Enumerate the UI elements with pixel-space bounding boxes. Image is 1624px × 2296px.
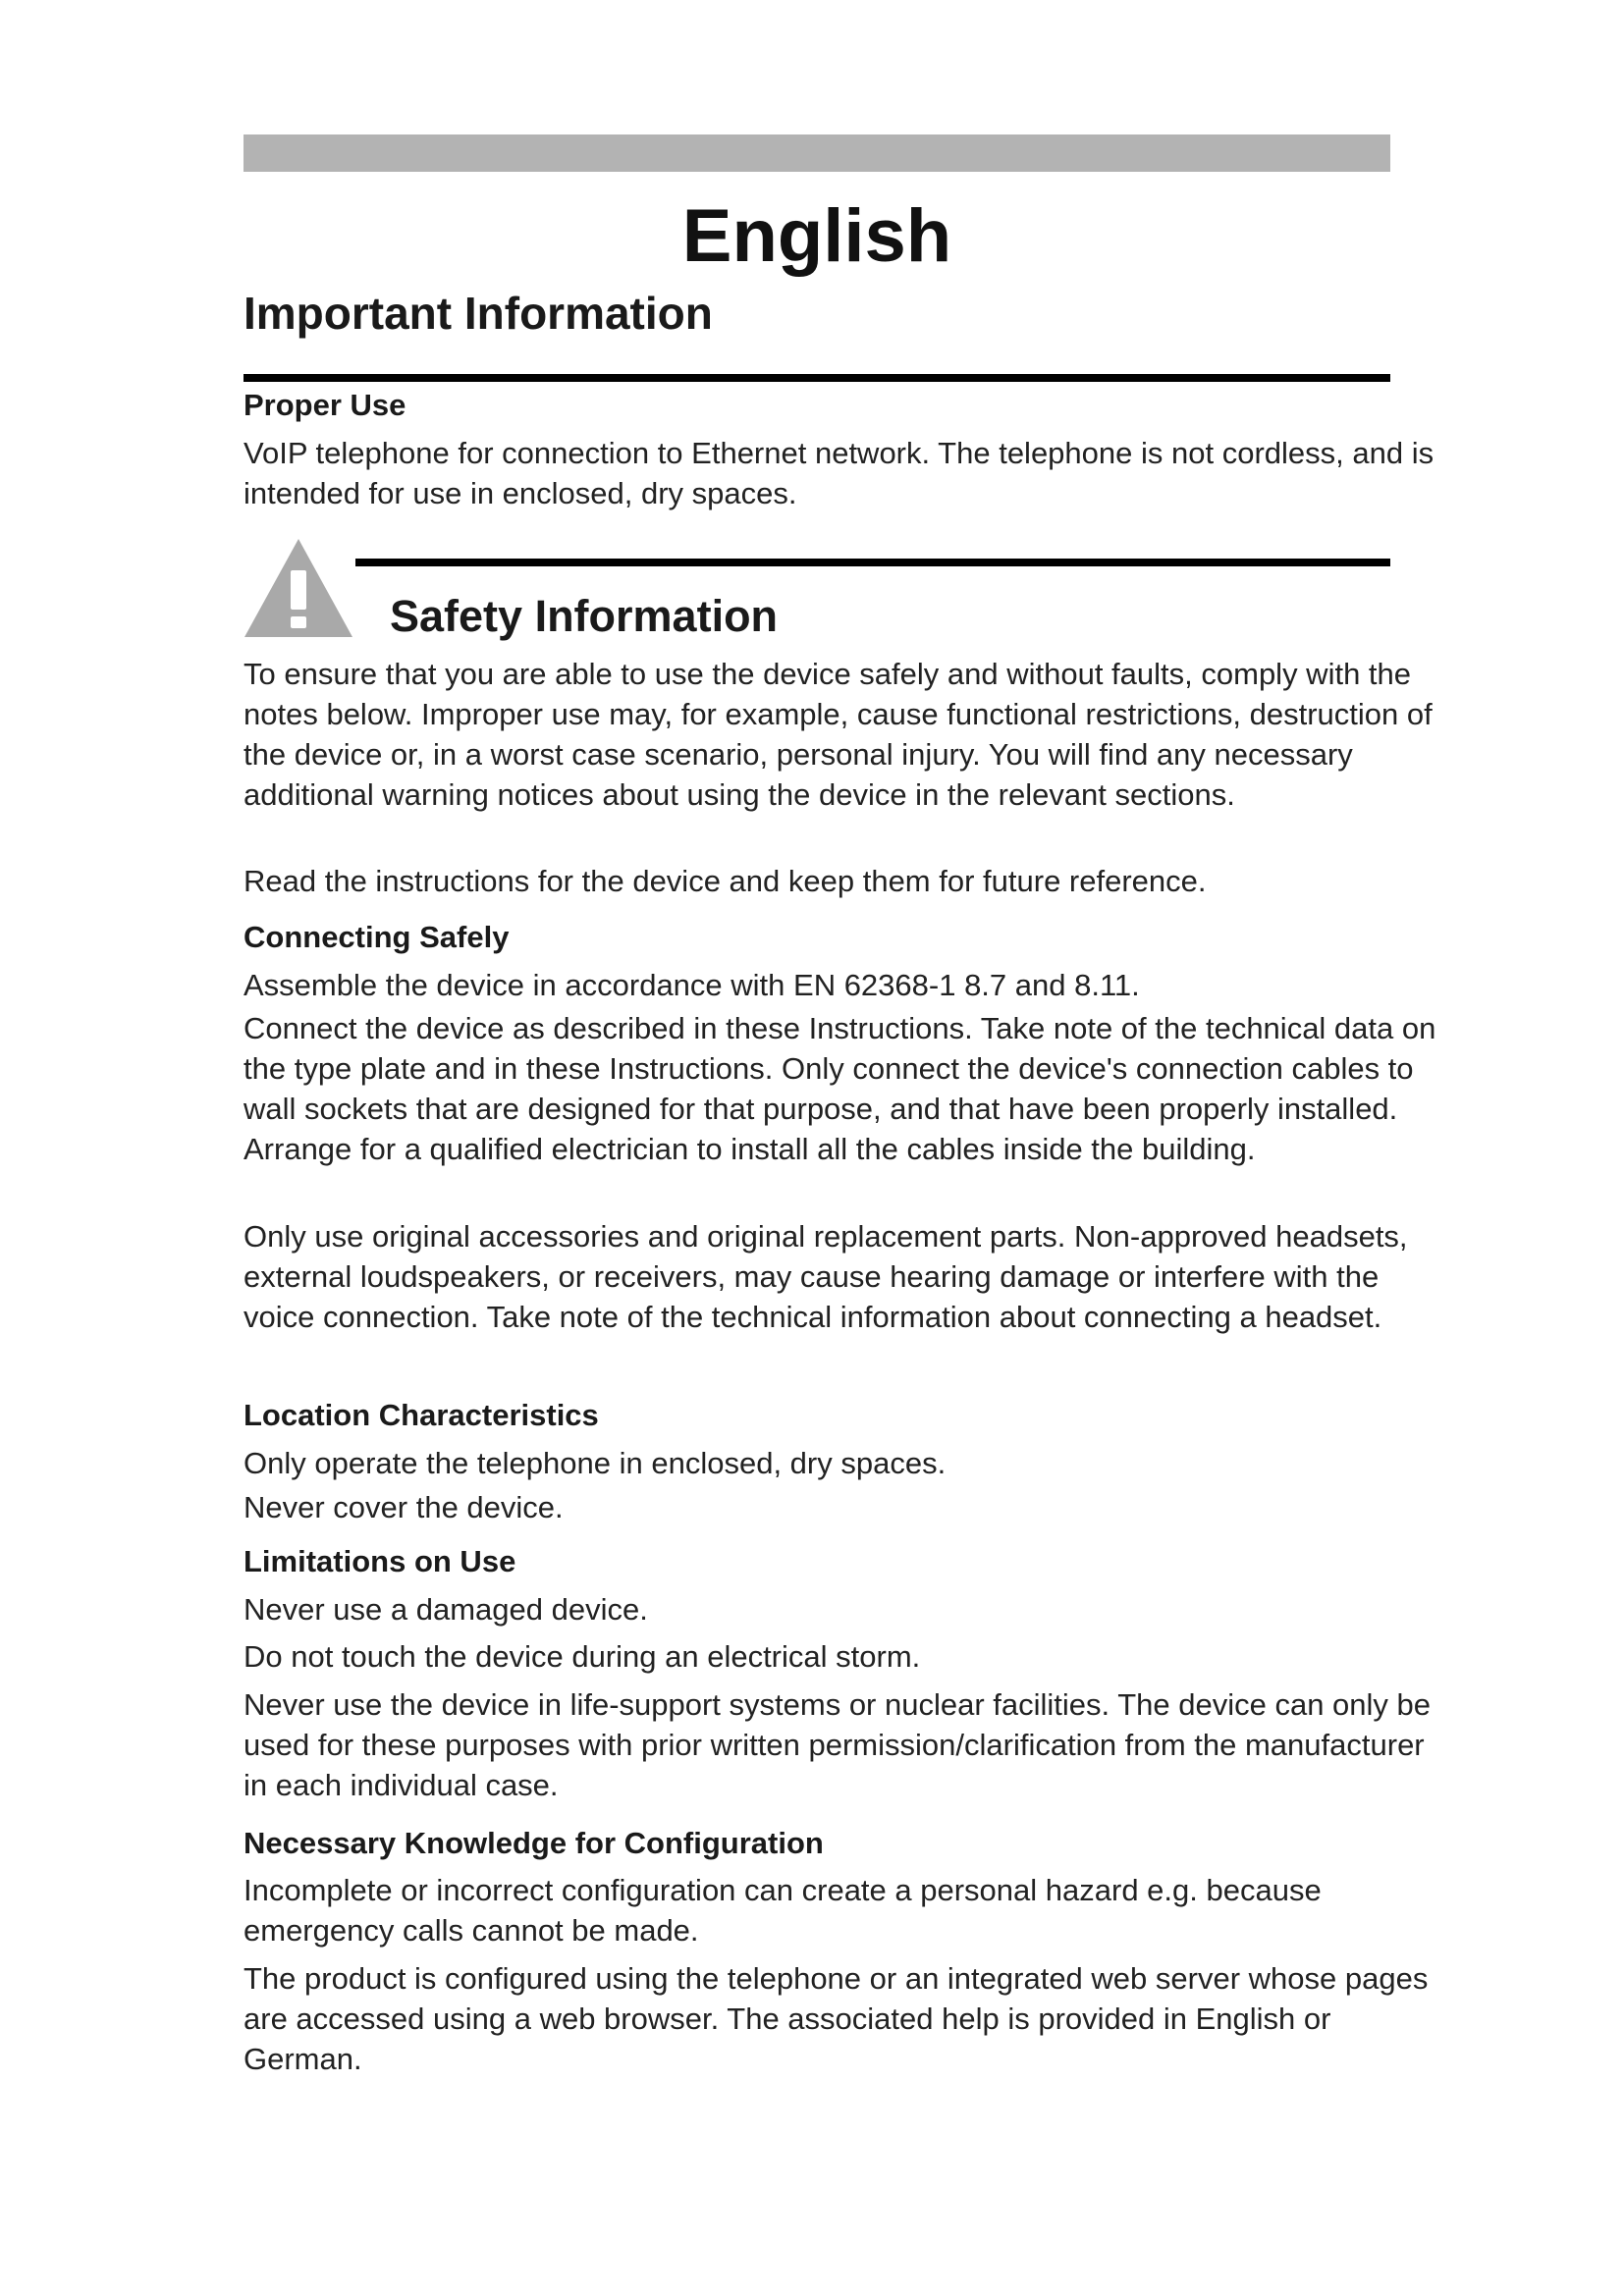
location-p2: Never cover the device. — [244, 1490, 564, 1524]
limitations-p3: Never use the device in life-support systems or nuclear facilities. The device can only be used for these purposes with prior written permission/clarification from the manufacturer in each individual case. — [244, 1687, 1432, 1802]
connecting-p1: Assemble the device in accordance with EN 62368-1 8.7 and 8.11. — [244, 968, 1140, 1002]
knowledge-heading: Necessary Knowledge for Configuration — [244, 1826, 824, 1860]
language-title: English — [681, 194, 952, 278]
connecting-safely-heading: Connecting Safely — [244, 920, 510, 954]
warning-triangle-icon — [241, 535, 356, 641]
safety-rule — [355, 559, 1390, 566]
heading-rule — [244, 374, 1390, 382]
location-heading: Location Characteristics — [244, 1398, 599, 1432]
connecting-p3: Only use original accessories and original replacement parts. Non-approved headsets, external loudspeakers, or receivers, may cause hearing damage or interfere with the voice connection. Take note of the technical information about connecting a headset. — [244, 1219, 1408, 1334]
limitations-heading: Limitations on Use — [244, 1544, 516, 1578]
location-p1: Only operate the telephone in enclosed, dry spaces. — [244, 1446, 947, 1480]
knowledge-p2: The product is configured using the telephone or an integrated web server whose pages are accessed using a web browser. The associated help is provided in English or German. — [244, 1961, 1429, 2076]
safety-heading: Safety Information — [390, 591, 779, 641]
safety-read-note: Read the instructions for the device and keep them for future reference. — [244, 864, 1207, 898]
limitations-p2: Do not touch the device during an electrical storm. — [244, 1639, 921, 1674]
header-band — [244, 134, 1390, 172]
knowledge-p1: Incomplete or incorrect configuration can create a personal hazard e.g. because emergency calls cannot be made. — [244, 1873, 1322, 1948]
page-heading: Important Information — [244, 288, 713, 339]
connecting-p2: Connect the device as described in these Instructions. Take note of the technical data on the type plate and in these Instructions. Only connect the device's connection cables to wall sockets that are designed for that purpose, and that have been properly installed. Arrange for a qualified electrician to install all the cables inside the building. — [244, 1011, 1436, 1166]
limitations-p1: Never use a damaged device. — [244, 1592, 648, 1627]
safety-intro: To ensure that you are able to use the device safely and without faults, comply with the notes below. Improper use may, for example, cause functional restrictions, destruction of the device or, in a worst case scenario, personal injury. You will find any necessary additional warning notices about using the device in the relevant sections. — [244, 657, 1433, 812]
proper-use-heading: Proper Use — [244, 388, 406, 422]
proper-use-text: VoIP telephone for connection to Ethernet network. The telephone is not cordless, and is intended for use in enclosed, dry spaces. — [244, 436, 1435, 510]
